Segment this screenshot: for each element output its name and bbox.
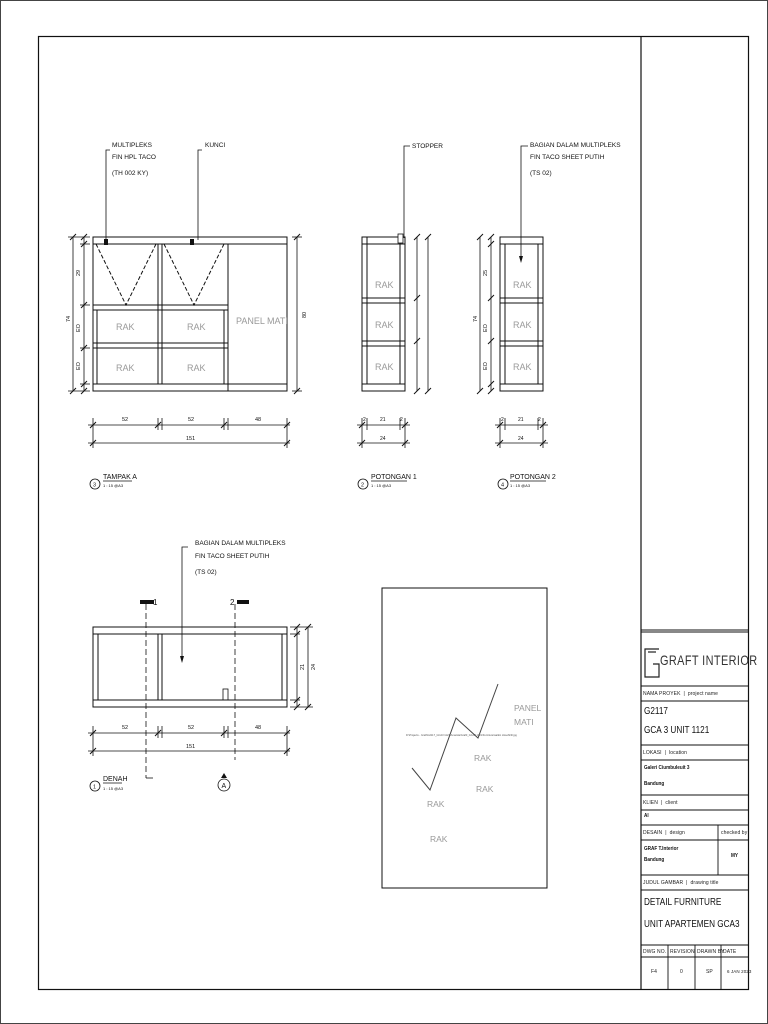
elev-dim-height: 80 bbox=[302, 311, 308, 318]
s2-dim-left-1: 25 bbox=[483, 269, 489, 276]
s2-dim-total: 24 bbox=[518, 436, 524, 442]
rak-label-1: RAK bbox=[116, 322, 135, 332]
s1-dim-total: 24 bbox=[380, 436, 386, 442]
company-logo-text: GRAFT INTERIOR bbox=[660, 652, 758, 668]
s2-rak-1: RAK bbox=[513, 280, 532, 290]
s1-rak-2: RAK bbox=[375, 320, 394, 330]
drawing-title-1: DETAIL FURNITURE bbox=[644, 896, 722, 908]
elevation-drawing bbox=[93, 150, 287, 391]
s1-rak-3: RAK bbox=[375, 362, 394, 372]
plan-dim-right-1: 21 bbox=[300, 663, 306, 670]
preview-rak-2: RAK bbox=[476, 784, 494, 794]
client-label: KLIEN | client bbox=[643, 800, 678, 806]
preview-image-frame bbox=[382, 588, 547, 888]
elevation-title-num: 3 bbox=[93, 482, 97, 489]
project-label: NAMA PROYEK | project name bbox=[643, 691, 718, 697]
preview-panel-2: MATI bbox=[514, 717, 534, 727]
section1-title-num: 2 bbox=[361, 482, 365, 489]
section-mark-1-bar bbox=[140, 600, 154, 604]
section-mark-2-bar bbox=[237, 600, 249, 604]
elev-dim-total: 151 bbox=[186, 436, 196, 442]
section2-scale: 1 : 15 @A3 bbox=[510, 483, 531, 488]
elev-dim-1: 52 bbox=[122, 417, 129, 423]
dwg-no-label: DWG NO. bbox=[643, 949, 667, 955]
drawing-title-label: JUDUL GAMBAR | drawing title bbox=[643, 880, 719, 886]
client-value: Al bbox=[644, 813, 649, 819]
plan-note-3: (TS 02) bbox=[195, 569, 217, 576]
plan-drawing bbox=[88, 547, 313, 778]
kunci-note: KUNCI bbox=[205, 142, 226, 149]
s2-dim-left-3: EO bbox=[483, 362, 489, 370]
checked-value: MY bbox=[731, 853, 739, 859]
s2-note-2: FIN TACO SHEET PUTIH bbox=[530, 154, 605, 161]
kunci-mark-2 bbox=[190, 239, 194, 245]
s2-note-3: (TS 02) bbox=[530, 170, 552, 177]
section1-scale: 1 : 15 @A3 bbox=[371, 483, 392, 488]
project-name: GCA 3 UNIT 1121 bbox=[644, 724, 710, 736]
elev-dim-2: 52 bbox=[188, 417, 195, 423]
location-2: Bandung bbox=[644, 781, 665, 787]
elevation-ref-mark: A bbox=[221, 783, 227, 790]
multipleks-note-1: MULTIPLEKS bbox=[112, 142, 152, 149]
preview-rak-4: RAK bbox=[430, 834, 448, 844]
elev-dim-left-1: 29 bbox=[76, 269, 82, 276]
stopper-note: STOPPER bbox=[412, 143, 443, 150]
preview-panel-1: PANEL bbox=[514, 703, 542, 713]
location-label: LOKASI | location bbox=[643, 750, 688, 756]
kunci-mark-1 bbox=[104, 239, 108, 245]
elev-dim-3: 48 bbox=[255, 417, 262, 423]
s2-leader-arrow bbox=[519, 256, 523, 263]
rak-label-2: RAK bbox=[187, 322, 206, 332]
s2-note-1: BAGIAN DALAM MULTIPLEKS bbox=[530, 142, 621, 149]
multipleks-note-2: FIN HPL TACO bbox=[112, 154, 156, 161]
section2-title-num: 4 bbox=[501, 482, 505, 489]
preview-rak-3: RAK bbox=[427, 799, 445, 809]
design-1: GRAF T.Interior bbox=[644, 846, 679, 852]
drawn-value: SP bbox=[706, 969, 713, 975]
s1-dim-3: 2 bbox=[400, 417, 403, 423]
revision-label: REVISION bbox=[670, 949, 695, 955]
preview-path: D:\Projects - Graft\G2117_GCA3 1121\Amanita\Graf3_GCA3 1121\Furniture\walkin closet\Fill.jpg bbox=[406, 734, 517, 737]
elev-dim-left-total: 74 bbox=[66, 315, 72, 322]
location-1: Galeri Ciumbuleuit 3 bbox=[644, 765, 690, 771]
plan-dim-2: 52 bbox=[188, 725, 195, 731]
s2-rak-3: RAK bbox=[513, 362, 532, 372]
design-2: Bandung bbox=[644, 857, 665, 863]
s1-dim-1: 2 bbox=[363, 417, 366, 423]
multipleks-note-3: (TH 002 KY) bbox=[112, 170, 149, 177]
dwg-no-value: F4 bbox=[651, 969, 658, 975]
preview-rak-1: RAK bbox=[474, 753, 492, 763]
plan-dim-3: 48 bbox=[255, 725, 262, 731]
project-code: G2117 bbox=[644, 705, 668, 717]
elevation-ref-arrow bbox=[221, 773, 227, 778]
graft-logo-icon bbox=[645, 649, 659, 677]
design-label: DESAIN | design bbox=[643, 830, 685, 836]
section1-title: POTONGAN 1 bbox=[371, 474, 417, 481]
plan-title-num: 1 bbox=[93, 784, 97, 791]
s2-dim-2: 21 bbox=[518, 417, 524, 423]
plan-title: DENAH bbox=[103, 776, 128, 783]
section-mark-2: 2 bbox=[230, 598, 235, 607]
date-label: DATE bbox=[723, 949, 737, 955]
revision-value: 0 bbox=[680, 969, 683, 975]
s2-rak-2: RAK bbox=[513, 320, 532, 330]
elev-dim-left-2: EO bbox=[76, 324, 82, 332]
plan-dim-1: 52 bbox=[122, 725, 129, 731]
date-value: 6 JAN 2023 bbox=[727, 969, 752, 974]
elev-dim-left-3: EO bbox=[76, 362, 82, 370]
section-mark-1: 1 bbox=[153, 598, 158, 607]
panel-mati-label: PANEL MATI bbox=[236, 316, 288, 326]
titleblock-grid bbox=[641, 630, 748, 990]
s2-dim-1: 2 bbox=[501, 417, 504, 423]
rak-label-3: RAK bbox=[116, 363, 135, 373]
drawing-title-2: UNIT APARTEMEN GCA3 bbox=[644, 918, 740, 930]
rak-label-4: RAK bbox=[187, 363, 206, 373]
s1-dim-2: 21 bbox=[380, 417, 386, 423]
s2-dim-3: 2 bbox=[538, 417, 541, 423]
section2-drawing bbox=[480, 146, 548, 448]
plan-scale: 1 : 15 @A3 bbox=[103, 786, 124, 791]
plan-note-2: FIN TACO SHEET PUTIH bbox=[195, 553, 270, 560]
section2-title: POTONGAN 2 bbox=[510, 474, 556, 481]
s2-dim-left-2: EO bbox=[483, 324, 489, 332]
checked-label: checked by bbox=[721, 830, 748, 836]
elevation-title: TAMPAK A bbox=[103, 474, 137, 481]
plan-dim-right-total: 24 bbox=[311, 663, 317, 670]
plan-leader-arrow bbox=[180, 656, 184, 663]
s2-dim-left-total: 74 bbox=[473, 315, 479, 322]
elevation-scale: 1 : 15 @A3 bbox=[103, 483, 124, 488]
s1-rak-1: RAK bbox=[375, 280, 394, 290]
stopper-mark bbox=[398, 234, 403, 243]
plan-note-1: BAGIAN DALAM MULTIPLEKS bbox=[195, 540, 286, 547]
drawn-label: DRAWN BY bbox=[697, 949, 725, 955]
plan-dim-total: 151 bbox=[186, 744, 196, 750]
